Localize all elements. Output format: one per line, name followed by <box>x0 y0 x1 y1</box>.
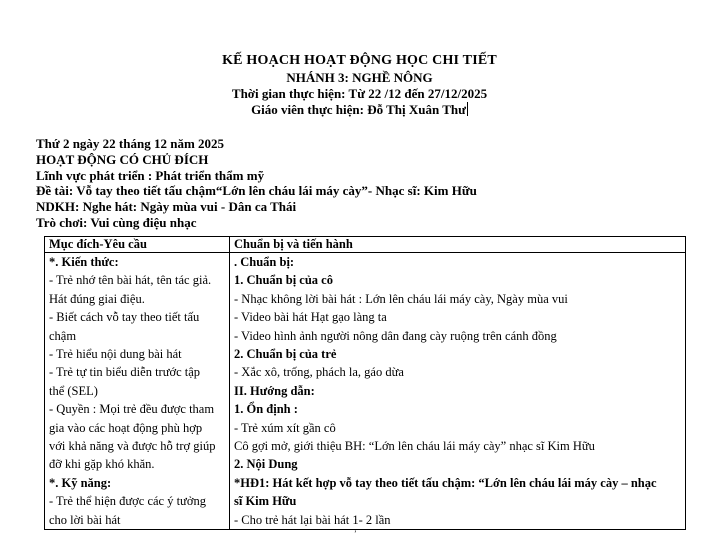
preparation-cell <box>230 253 686 530</box>
preparation-line: 1. Chuẩn bị của cô <box>234 273 333 288</box>
objective-line: - Biết cách vỗ tay theo tiết tấu <box>49 310 200 325</box>
objective-line: *. Kiến thức: <box>49 255 119 269</box>
text-cursor <box>467 102 468 116</box>
page-mark: ʼ <box>354 529 357 538</box>
objective-line: Hát đúng giai điệu. <box>49 291 145 306</box>
activity-type: HOẠT ĐỘNG CÓ CHỦ ĐÍCH <box>36 151 209 167</box>
document-header <box>0 52 719 118</box>
objective-line: chậm <box>49 328 77 343</box>
teacher-text: Giáo viên thực hiện: Đỗ Thị Xuân Thư <box>251 102 466 117</box>
preparation-line: 2. Chuẩn bị của trẻ <box>234 347 337 362</box>
objective-line: gia vào các hoạt động phù hợp <box>49 420 203 435</box>
combined-content: NDKH: Nghe hát: Ngày mùa vui - Dân ca Thái <box>36 199 297 215</box>
preparation-line: sĩ Kim Hữu <box>234 494 297 509</box>
preparation-line: II. Hướng dẫn: <box>234 383 315 398</box>
objective-line: với khả năng và được hỗ trợ giúp <box>49 439 216 454</box>
lesson-topic: Đề tài: Vỗ tay theo tiết tấu chậm“Lớn lên cháu lái máy cày”- Nhạc sĩ: Kim Hữu <box>36 183 477 199</box>
objective-line: thể (SEL) <box>49 383 98 398</box>
objective-line: - Trẻ nhớ tên bài hát, tên tác giả. <box>49 273 212 288</box>
table-row <box>45 253 686 530</box>
objective-line: - Trẻ tự tin biểu diễn trước tập <box>49 365 201 380</box>
preparation-line: - Nhạc không lời bài hát : Lớn lên cháu lái máy cày, Ngày mùa vui <box>234 291 568 306</box>
objective-line: cho lời bài hát <box>49 512 121 527</box>
document-title: KẾ HOẠCH HOẠT ĐỘNG HỌC CHI TIẾT <box>222 53 497 68</box>
preparation-line: *HĐ1: Hát kết hợp vỗ tay theo tiết tấu chậm: “Lớn lên cháu lái máy cày – nhạc <box>234 475 657 490</box>
time-line: Thời gian thực hiện: Từ 22 /12 đến 27/12/2025 <box>231 86 488 101</box>
branch-title: NHÁNH 3: NGHỀ NÔNG <box>286 70 433 85</box>
lesson-meta <box>36 136 477 231</box>
header-objectives: Mục đích-Yêu cầu <box>45 237 230 253</box>
preparation-line: - Cho trẻ hát lại bài hát 1- 2 lần <box>234 512 391 527</box>
teacher-line[interactable] <box>0 102 719 118</box>
table-header-row <box>45 237 686 253</box>
preparation-line: - Trẻ xúm xít gần cô <box>234 420 336 435</box>
development-domain: Lĩnh vực phát triển : Phát triển thẩm mỹ <box>36 167 265 183</box>
lesson-plan-table <box>44 236 686 530</box>
preparation-line: 1. Ổn định : <box>234 402 298 417</box>
preparation-line: - Video bài hát Hạt gạo làng ta <box>234 310 387 325</box>
header-preparation: Chuẩn bị và tiến hành <box>230 237 686 253</box>
preparation-line: - Xắc xô, trống, phách la, gáo dừa <box>234 365 404 380</box>
lesson-date: Thứ 2 ngày 22 tháng 12 năm 2025 <box>36 136 225 151</box>
preparation-line: - Video hình ảnh người nông dân đang cày ruộng trên cánh đồng <box>234 328 557 343</box>
game-line: Trò chơi: Vui cùng điệu nhạc <box>36 214 197 230</box>
objective-line: - Trẻ hiểu nội dung bài hát <box>49 347 182 362</box>
objectives-cell <box>45 253 230 530</box>
objective-line: đỡ khi gặp khó khăn. <box>49 457 155 472</box>
objective-line: - Quyền : Mọi trẻ đều được tham <box>49 402 215 417</box>
preparation-line: Cô gợi mở, giới thiệu BH: “Lớn lên cháu lái máy cày” nhạc sĩ Kim Hữu <box>234 439 595 454</box>
objective-line: *. Kỹ năng: <box>49 475 112 490</box>
objective-line: - Trẻ thể hiện được các ý tưởng <box>49 494 206 509</box>
preparation-line: . Chuẩn bị: <box>234 255 295 269</box>
preparation-line: 2. Nội Dung <box>234 457 298 472</box>
